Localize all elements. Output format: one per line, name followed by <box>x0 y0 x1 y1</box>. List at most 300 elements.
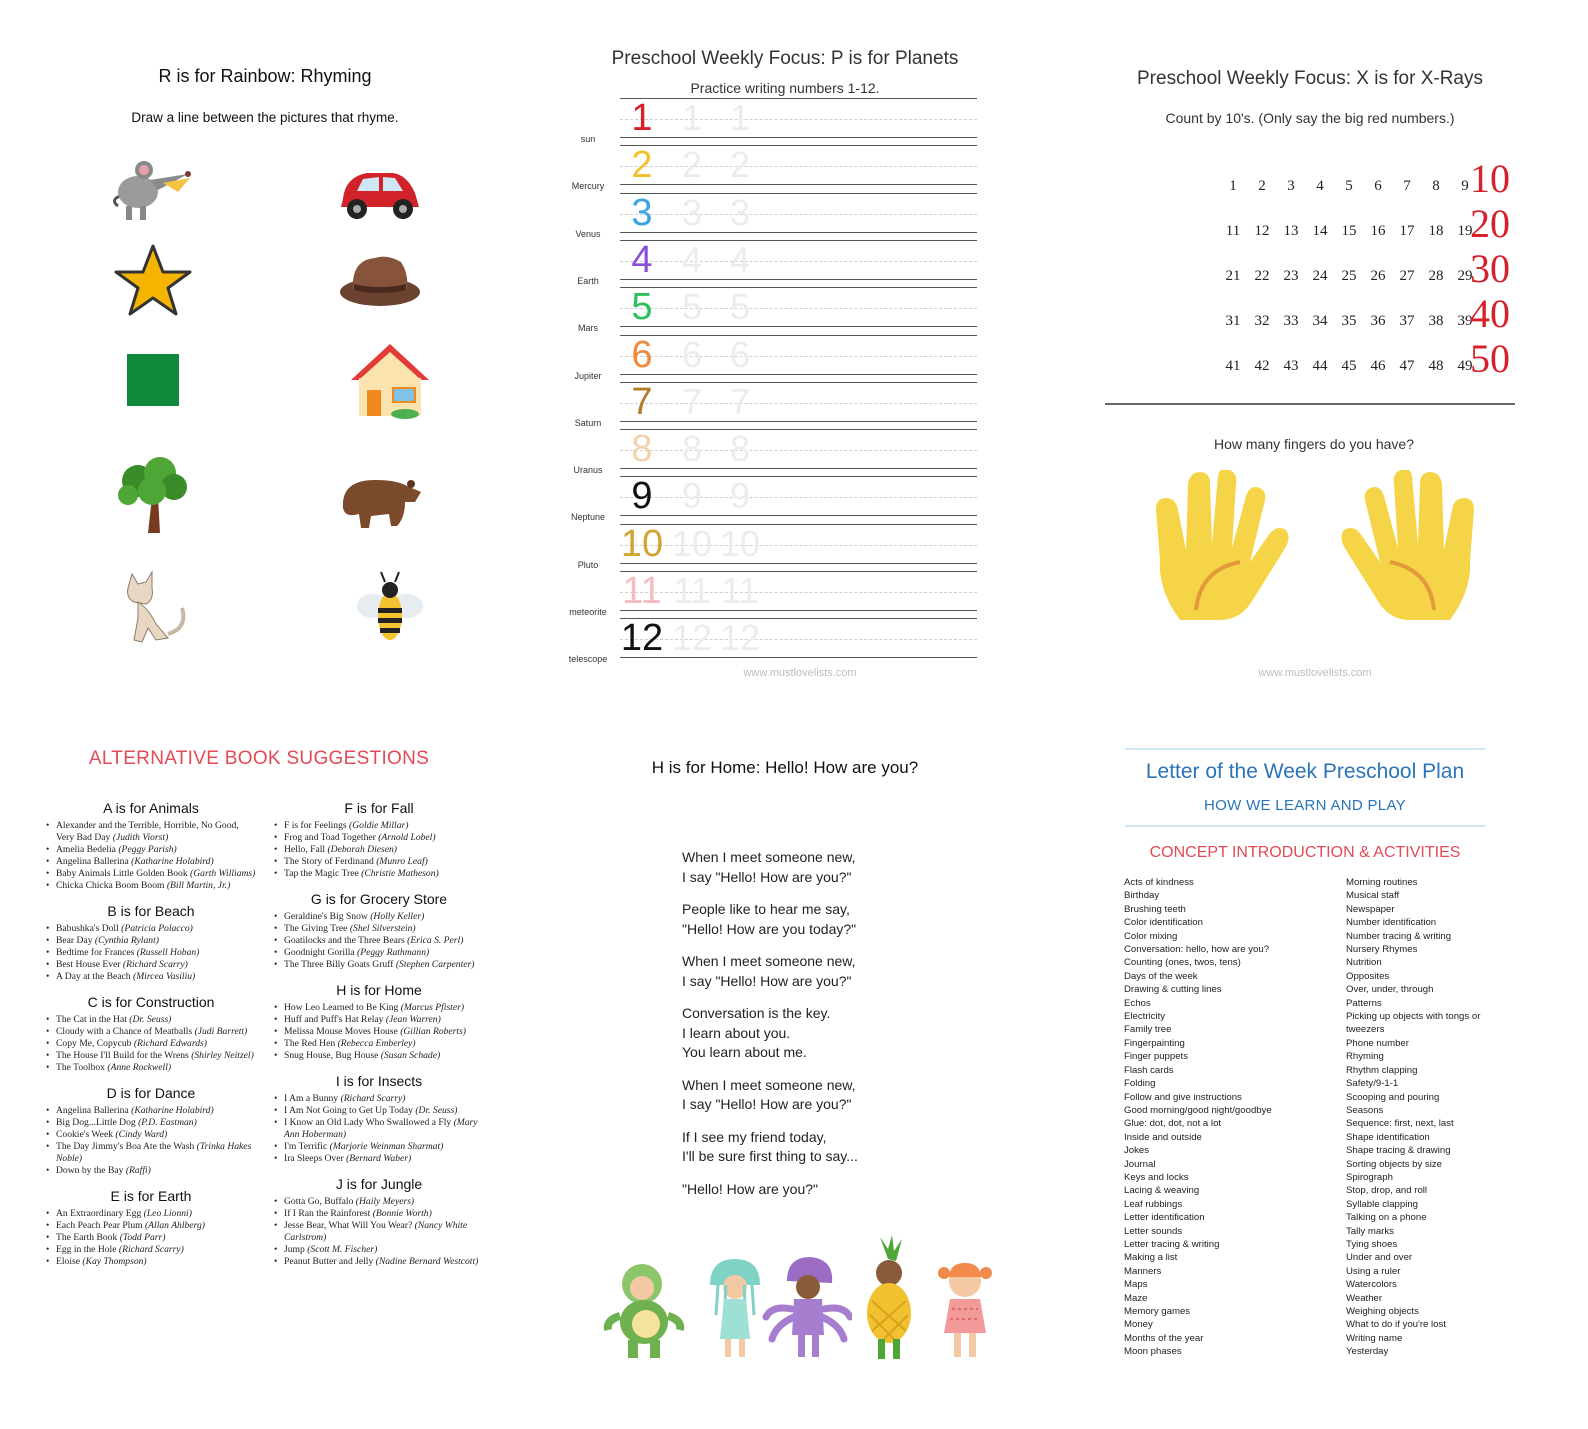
activity-item: Birthday <box>1124 890 1160 902</box>
book-item <box>274 1256 484 1268</box>
activity-item: Maze <box>1124 1292 1148 1304</box>
book-title: Melissa Mouse Moves House <box>284 1026 401 1037</box>
xray-subtitle: Count by 10's. (Only say the big red numbers.) <box>1165 110 1455 126</box>
book-section-heading: C is for Construction <box>87 994 215 1010</box>
book-author: (Todd Parr) <box>119 1232 166 1243</box>
activity-item: Newspaper <box>1346 903 1395 915</box>
book-author: (Mircea Vasiliu) <box>133 971 196 982</box>
count-number: 8 <box>1432 178 1440 194</box>
planets-number-worksheet <box>540 0 1030 720</box>
count-number: 23 <box>1283 268 1299 284</box>
book-author: (Holly Keller) <box>370 911 425 922</box>
book-author: (Munro Leaf) <box>376 856 428 867</box>
earth-icon <box>562 240 612 280</box>
count-number: 28 <box>1428 268 1444 284</box>
count-number: 41 <box>1225 358 1241 374</box>
activity-item: Acts of kindness <box>1124 877 1194 888</box>
book-title: Jesse Bear, What Will You Wear? <box>284 1220 415 1231</box>
book-title: The House I'll Build for the Wrens <box>56 1050 192 1061</box>
count-number: 29 <box>1457 268 1473 284</box>
book-section-heading: H is for Home <box>336 982 422 998</box>
poem-line: People like to hear me say, <box>682 901 850 917</box>
number-model: 12 <box>620 617 664 660</box>
poem-line: "Hello! How are you today?" <box>682 920 857 937</box>
book-section <box>274 800 484 880</box>
count-number: 7 <box>1403 178 1411 194</box>
book-author: (Dr. Seuss) <box>415 1105 458 1116</box>
tracing-row <box>540 240 990 287</box>
pineapple-kid-picture <box>858 1235 920 1360</box>
uranus-icon <box>562 429 612 469</box>
book-title: Snug House, Bug House <box>284 1050 381 1061</box>
activity-item: Scooping and pouring <box>1346 1091 1440 1103</box>
book-section-heading: D is for Dance <box>106 1085 196 1101</box>
activity-item: Fingerpainting <box>1124 1037 1185 1049</box>
book-item <box>46 856 256 868</box>
poem-line: When I meet someone new, <box>682 1076 856 1093</box>
activity-item: Number tracing & writing <box>1346 930 1452 942</box>
book-item <box>274 1208 484 1220</box>
book-section <box>46 1085 256 1177</box>
books-right-column <box>274 800 484 1279</box>
book-item <box>274 1196 484 1208</box>
book-item <box>46 1256 256 1268</box>
home-title: H is for Home: Hello! How are you? <box>651 758 919 777</box>
girl-kid-picture <box>930 1255 1000 1360</box>
activity-item: Jokes <box>1124 1145 1150 1157</box>
activity-item: Morning routines <box>1346 877 1418 888</box>
hat-picture <box>335 240 425 320</box>
count-number: 32 <box>1254 313 1270 329</box>
book-item <box>274 832 484 844</box>
tracing-row <box>540 429 990 476</box>
poem-stanza <box>682 952 962 991</box>
book-author: (Peggy Parish) <box>118 844 177 855</box>
book-title: Copy Me, Copycub <box>56 1038 134 1049</box>
number-model: 10 <box>620 522 664 565</box>
activity-item: tweezers <box>1346 1024 1385 1036</box>
activities-heading: CONCEPT INTRODUCTION & ACTIVITIES <box>1149 844 1461 861</box>
book-item <box>46 1026 256 1038</box>
activity-item: Manners <box>1124 1265 1162 1277</box>
book-section-heading: I is for Insects <box>335 1073 423 1089</box>
book-suggestions <box>0 730 530 1429</box>
count-number: 36 <box>1370 313 1386 329</box>
bear-picture <box>335 462 425 542</box>
book-item <box>46 1220 256 1232</box>
book-author: (Marjorie Weinman Sharmat) <box>329 1141 444 1152</box>
activity-item: Color identification <box>1124 917 1203 929</box>
planets-subtitle: Practice writing numbers 1-12. <box>690 80 880 96</box>
plan-subtitle: HOW WE LEARN AND PLAY <box>1204 797 1406 814</box>
book-title: Eloise <box>56 1256 83 1267</box>
book-title: Angelina Ballerina <box>56 856 132 867</box>
number-model: 7 <box>631 380 653 423</box>
poem-line: Conversation is the key. <box>682 1005 831 1021</box>
book-title: Goatilocks and the Three Bears <box>284 935 408 946</box>
book-item <box>46 1244 256 1256</box>
activity-item: Syllable clapping <box>1346 1198 1418 1210</box>
preschool-plan <box>1090 730 1588 1429</box>
activity-item: Letter tracing & writing <box>1124 1238 1220 1250</box>
tracing-row <box>540 571 990 618</box>
book-section-heading: G is for Grocery Store <box>310 891 448 907</box>
book-author: (Stephen Carpenter) <box>395 959 475 970</box>
book-section-heading: F is for Fall <box>344 800 414 816</box>
count-number: 47 <box>1399 358 1415 374</box>
book-title: Huff and Puff's Hat Relay <box>284 1014 386 1025</box>
tracing-row <box>540 382 990 429</box>
number-trace: 8 <box>729 428 751 470</box>
number-trace: 3 <box>729 191 751 233</box>
book-list <box>274 1093 484 1165</box>
ten-number: 20 <box>1470 201 1510 246</box>
planets-watermark: www.mustlovelists.com <box>743 667 857 679</box>
book-title: The Three Billy Goats Gruff <box>284 959 396 970</box>
book-item <box>46 1165 256 1177</box>
count-number: 49 <box>1457 358 1473 374</box>
book-author: (Goldie Millar) <box>349 820 409 831</box>
book-title: Jump <box>284 1244 308 1255</box>
books-left-column <box>46 800 256 1279</box>
planet-label: Mars <box>578 323 598 334</box>
book-item <box>274 935 484 947</box>
book-author: (P.D. Eastman) <box>138 1117 197 1128</box>
count-number: 42 <box>1254 358 1270 374</box>
count-number: 39 <box>1457 313 1473 329</box>
activity-item: Counting (ones, twos, tens) <box>1124 957 1241 969</box>
section-divider <box>1105 403 1515 405</box>
count-number: 43 <box>1283 358 1299 374</box>
book-list <box>46 820 256 892</box>
activity-item: Lacing & weaving <box>1124 1185 1200 1197</box>
count-number: 45 <box>1341 358 1357 374</box>
book-author: (Bonnie Worth) <box>372 1208 432 1219</box>
book-title: I Know an Old Lady Who Swallowed a Fly <box>284 1117 454 1128</box>
book-title: Egg in the Hole <box>56 1244 119 1255</box>
count-row <box>1160 291 1510 336</box>
book-author: (Shirley Neitzel) <box>191 1050 254 1061</box>
count-number: 12 <box>1254 223 1270 239</box>
book-author: (Katharine Holabird) <box>131 856 214 867</box>
activity-item: Watercolors <box>1346 1279 1397 1291</box>
activity-item: Drawing & cutting lines <box>1124 984 1222 996</box>
number-trace: 12 <box>719 617 761 659</box>
book-item <box>46 1141 256 1165</box>
count-number: 2 <box>1258 178 1266 194</box>
number-trace: 4 <box>681 238 703 280</box>
books-title: ALTERNATIVE BOOK SUGGESTIONS <box>88 748 430 769</box>
top-rule <box>1125 748 1485 750</box>
planet-label: Saturn <box>574 417 602 428</box>
book-title: How Leo Learned to Be King <box>284 1002 401 1013</box>
planet-label: Neptune <box>570 512 606 523</box>
planet-label: Mercury <box>571 181 605 192</box>
poem-stanza <box>682 1004 962 1063</box>
book-author: (Garth Williams) <box>190 868 256 879</box>
poem-stanza <box>682 900 962 939</box>
book-title: Goodnight Gorilla <box>284 947 358 958</box>
poem-stanza <box>682 1076 962 1115</box>
xray-counting-worksheet <box>1090 0 1588 720</box>
book-author: (Leo Lionni) <box>143 1208 192 1219</box>
book-title: Cookie's Week <box>56 1129 116 1140</box>
book-title: Baby Animals Little Golden Book <box>56 868 191 879</box>
book-item <box>46 820 256 844</box>
number-trace: 11 <box>673 570 711 611</box>
activity-item: Weather <box>1346 1292 1383 1304</box>
book-item <box>46 1038 256 1050</box>
bee-picture <box>345 570 435 650</box>
octopus-kid-picture <box>762 1255 852 1360</box>
book-title: Bedtime for Frances <box>56 947 137 958</box>
activity-item: Conversation: hello, how are you? <box>1124 944 1270 956</box>
book-item <box>274 959 484 971</box>
house-picture <box>345 340 435 420</box>
activity-item: Nursery Rhymes <box>1346 944 1418 956</box>
count-number: 17 <box>1399 223 1415 239</box>
book-list <box>274 911 484 971</box>
tracing-row <box>540 287 990 334</box>
number-model: 9 <box>631 475 653 518</box>
activity-item: Color mixing <box>1124 930 1178 942</box>
count-row <box>1160 156 1510 201</box>
number-trace: 5 <box>681 286 703 328</box>
count-number: 37 <box>1399 313 1415 329</box>
book-author: (Mary Ann Hoberman) <box>284 1117 478 1140</box>
fingers-question: How many fingers do you have? <box>1214 436 1414 452</box>
tracing-row <box>540 524 990 571</box>
book-title: I'm Terrific <box>284 1141 330 1152</box>
book-author: (Deborah Diesen) <box>327 844 397 855</box>
book-title: Hello, Fall <box>284 844 328 855</box>
book-title: Angelina Ballerina <box>56 1105 132 1116</box>
book-author: (Richard Scarry) <box>340 1093 406 1104</box>
poem-line: I say "Hello! How are you?" <box>682 972 852 989</box>
book-item <box>274 947 484 959</box>
planet-label: meteorite <box>569 607 607 617</box>
count-number: 27 <box>1399 268 1415 284</box>
activity-item: Talking on a phone <box>1346 1212 1427 1224</box>
activity-item: Echos <box>1124 997 1151 1009</box>
activity-item: Number identification <box>1346 917 1437 929</box>
book-author: (Judi Barrett) <box>194 1026 248 1037</box>
poem-line: When I meet someone new, <box>682 953 856 969</box>
count-number: 33 <box>1283 313 1299 329</box>
book-author: (Christie Matheson) <box>361 868 439 879</box>
planet-label: Pluto <box>577 559 599 570</box>
book-author: (Richard Edwards) <box>133 1038 207 1049</box>
book-title: Peanut Butter and Jelly <box>284 1256 376 1267</box>
count-number: 21 <box>1225 268 1241 284</box>
activity-item: Days of the week <box>1124 970 1198 982</box>
number-trace: 7 <box>681 380 703 422</box>
book-item <box>274 1014 484 1026</box>
book-item <box>274 1244 484 1256</box>
book-author: (Peggy Rathmann) <box>357 947 430 958</box>
poem-line: I'll be sure first thing to say... <box>682 1148 858 1164</box>
pluto-icon <box>562 524 612 564</box>
number-model: 8 <box>631 428 653 471</box>
poem-text <box>682 848 962 1212</box>
book-title: Ira Sleeps Over <box>284 1153 347 1164</box>
activities-column-2 <box>1346 876 1546 1359</box>
book-author: (Gillian Roberts) <box>400 1026 467 1037</box>
activity-item: Yesterday <box>1346 1346 1389 1358</box>
activity-item: Family tree <box>1124 1024 1172 1036</box>
activity-item: Flash cards <box>1124 1064 1174 1076</box>
book-author: (Richard Scarry) <box>118 1244 184 1255</box>
book-list <box>274 1002 484 1062</box>
count-number: 24 <box>1312 268 1328 284</box>
count-number: 31 <box>1225 313 1241 329</box>
book-author: (Trinka Hakes Noble) <box>56 1141 252 1164</box>
book-title: I Am Not Going to Get Up Today <box>284 1105 416 1116</box>
book-author: (Raffi) <box>125 1165 151 1176</box>
book-author: (Susan Schade) <box>380 1050 441 1061</box>
activity-item: Journal <box>1124 1158 1156 1170</box>
activity-item: Sorting objects by size <box>1346 1158 1442 1170</box>
ten-number: 50 <box>1470 336 1510 381</box>
number-trace: 4 <box>729 238 751 280</box>
book-title: Babushka's Doll <box>56 923 122 934</box>
book-list <box>274 820 484 880</box>
book-author: (Jean Warren) <box>385 1014 441 1025</box>
left-hand-picture <box>1150 470 1290 620</box>
number-trace: 9 <box>681 475 703 517</box>
book-item <box>274 1117 484 1141</box>
activity-item: Leaf rubbings <box>1124 1198 1183 1210</box>
activity-item: Folding <box>1124 1078 1156 1090</box>
book-item <box>274 844 484 856</box>
planet-label: Uranus <box>573 465 603 476</box>
book-author: (Nancy White Carlstrom) <box>284 1220 468 1243</box>
count-number: 9 <box>1461 178 1469 194</box>
book-title: Big Dog...Little Dog <box>56 1117 139 1128</box>
book-item <box>46 1050 256 1062</box>
meteorite-icon <box>562 571 612 611</box>
count-number: 44 <box>1312 358 1328 374</box>
book-author: (Marcus Pfister) <box>400 1002 465 1013</box>
planet-label: telescope <box>568 654 608 665</box>
count-number: 11 <box>1225 223 1241 239</box>
activity-item: Spirograph <box>1346 1171 1393 1183</box>
number-trace: 2 <box>729 144 751 186</box>
ten-number: 10 <box>1470 156 1510 201</box>
book-item <box>46 1014 256 1026</box>
venus-icon <box>562 193 612 233</box>
count-row <box>1160 336 1510 381</box>
book-item <box>274 1026 484 1038</box>
book-item <box>274 868 484 880</box>
count-number: 14 <box>1312 223 1328 239</box>
book-title: If I Ran the Rainforest <box>284 1208 373 1219</box>
book-author: (Allan Ahlberg) <box>144 1220 205 1231</box>
book-author: (Haily Meyers) <box>355 1196 415 1207</box>
count-number: 13 <box>1283 223 1299 239</box>
mid-rule <box>1125 825 1485 827</box>
book-item <box>46 1105 256 1117</box>
tree-picture <box>108 455 198 535</box>
activity-item: Picking up objects with tongs or <box>1346 1011 1481 1023</box>
number-trace: 7 <box>729 380 751 422</box>
book-author: (Bernard Waber) <box>346 1153 412 1164</box>
book-title: F is for Feelings <box>284 820 350 831</box>
xray-title: Preschool Weekly Focus: X is for X-Rays <box>1137 68 1483 89</box>
book-title: Each Peach Pear Plum <box>56 1220 145 1231</box>
book-item <box>274 911 484 923</box>
planets-title: Preschool Weekly Focus: P is for Planets <box>611 48 959 69</box>
mars-icon <box>562 287 612 327</box>
book-item <box>274 1153 484 1165</box>
book-list <box>46 1208 256 1268</box>
book-item <box>46 880 256 892</box>
book-author: (Bill Martin, Jr.) <box>166 880 231 891</box>
book-item <box>46 947 256 959</box>
mouse-picture <box>108 150 198 230</box>
activity-item: Sequence: first, next, last <box>1346 1118 1454 1130</box>
count-number: 1 <box>1229 178 1237 194</box>
activity-item: Shape identification <box>1346 1131 1430 1143</box>
book-item <box>274 1093 484 1105</box>
tracing-row <box>540 193 990 240</box>
book-item <box>46 844 256 856</box>
number-model: 3 <box>631 191 653 234</box>
count-number: 26 <box>1370 268 1386 284</box>
number-trace: 2 <box>681 144 703 186</box>
activity-item: Nutrition <box>1346 957 1382 969</box>
book-author: (Erica S. Perl) <box>407 935 464 946</box>
number-model: 4 <box>631 238 653 281</box>
book-section-heading: E is for Earth <box>110 1188 192 1204</box>
book-item <box>46 935 256 947</box>
book-item <box>46 1232 256 1244</box>
book-item <box>46 868 256 880</box>
book-title: Alexander and the Terrible, Horrible, No Good, Very Bad Day <box>56 820 239 843</box>
saturn-icon <box>562 382 612 422</box>
book-title: Tap the Magic Tree <box>284 868 362 879</box>
activity-item: Good morning/good night/goodbye <box>1124 1104 1272 1116</box>
mercury-icon <box>562 145 612 185</box>
number-trace: 6 <box>681 333 703 375</box>
activity-item: Moon phases <box>1124 1346 1182 1358</box>
book-title: The Story of Ferdinand <box>284 856 377 867</box>
activity-item: Tying shoes <box>1346 1238 1398 1250</box>
planet-label: Venus <box>575 228 601 239</box>
book-item <box>46 923 256 935</box>
book-list <box>274 1196 484 1268</box>
count-number: 46 <box>1370 358 1386 374</box>
book-author: (Richard Scarry) <box>122 959 188 970</box>
tracing-row <box>540 476 990 523</box>
activity-item: Using a ruler <box>1346 1265 1401 1277</box>
number-trace: 5 <box>729 286 751 328</box>
count-number: 19 <box>1457 223 1473 239</box>
count-number: 6 <box>1374 178 1382 194</box>
book-item <box>274 1038 484 1050</box>
book-author: (Cindy Ward) <box>115 1129 168 1140</box>
activity-item: Glue: dot, dot, not a lot <box>1124 1118 1222 1130</box>
poem-line: I say "Hello! How are you?" <box>682 868 852 885</box>
number-model: 5 <box>631 286 653 329</box>
number-trace: 1 <box>729 97 751 138</box>
count-number: 18 <box>1428 223 1444 239</box>
count-number: 16 <box>1370 223 1386 239</box>
planet-label: sun <box>580 134 596 144</box>
turtle-kid-picture <box>602 1260 688 1360</box>
activity-item: What to do if you're lost <box>1346 1319 1446 1331</box>
plan-title: Letter of the Week Preschool Plan <box>1145 760 1465 783</box>
